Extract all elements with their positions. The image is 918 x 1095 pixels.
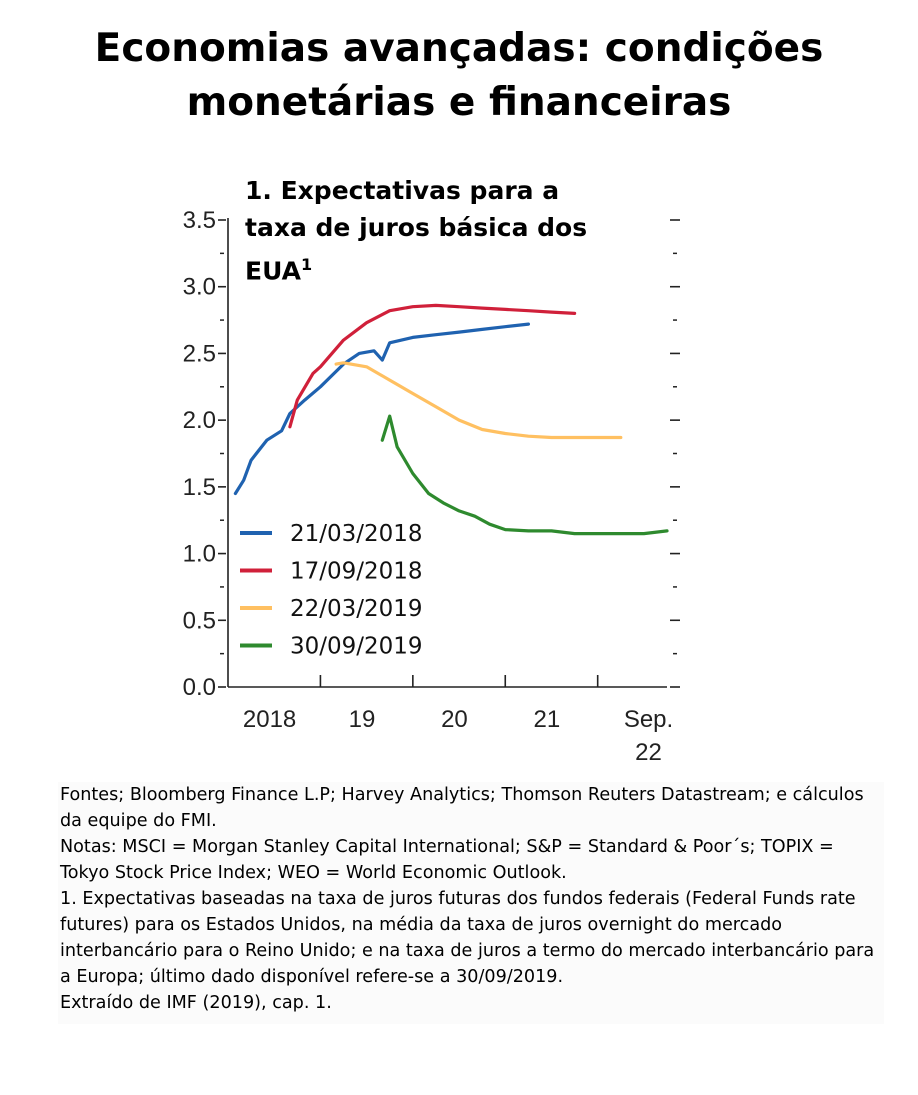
notes-block (58, 782, 884, 1024)
x-tick-label: 19 (348, 706, 376, 733)
x-tick-label: 21 (533, 706, 561, 733)
y-tick-label: 3.0 (182, 273, 216, 301)
y-tick-label: 3.5 (182, 207, 216, 234)
y-tick-label: 1.0 (182, 540, 216, 568)
x-tick-label: 20 (441, 706, 468, 733)
series-line-1 (235, 324, 528, 493)
page-title (0, 22, 918, 130)
legend-label-3: 22/03/2019 (290, 596, 423, 622)
legend-label-2: 17/09/2018 (290, 558, 423, 585)
y-tick-label: 2.5 (182, 340, 216, 368)
note-abbreviations: Notas: MSCI = Morgan Stanley Capital International; S&P = Standard & Poor´s; TOPIX = Tokyo Stock Price Index; WEO = World Economic Outlook. (60, 837, 834, 883)
panel-title (245, 172, 595, 289)
y-tick-label: 2.0 (182, 407, 216, 435)
chart-panel (150, 152, 710, 772)
legend-label-4: 30/09/2019 (290, 633, 423, 660)
panel-title-text: 1. Expectativas para a taxa de juros básica dos EUA (245, 176, 588, 286)
page-title-line2: monetárias e financeiras (186, 80, 732, 125)
note-sources: Fontes; Bloomberg Finance L.P; Harvey Analytics; Thomson Reuters Datastream; e cálculos da equipe do FMI. (60, 785, 864, 831)
y-tick-label: 0.0 (182, 674, 216, 701)
y-tick-label: 1.5 (182, 473, 216, 501)
note-footnote-1: 1. Expectativas baseadas na taxa de juros futuras dos fundos federais (Federal Funds rate futures) para os Estados Unidos, na média da taxa de juros overnight do mercado interbancário para o Reino Unido; e na taxa de juros a termo do mercado interbancário para a Europa; último dado disponível refere-se a 30/09/2019. (60, 889, 875, 987)
legend-label-1: 21/03/2018 (290, 521, 423, 547)
series-line-3 (336, 363, 621, 438)
note-extract-source: Extraído de IMF (2019), cap. 1. (60, 993, 332, 1013)
y-tick-label: 0.5 (182, 607, 216, 635)
panel-title-footnote-mark: 1 (300, 255, 313, 274)
x-tick-label: 2018 (242, 706, 297, 733)
series-line-2 (290, 305, 575, 426)
page-title-line1: Economias avançadas: condições (94, 26, 824, 71)
series-line-4 (382, 416, 667, 533)
x-tick-label: Sep. 22 (623, 706, 674, 766)
